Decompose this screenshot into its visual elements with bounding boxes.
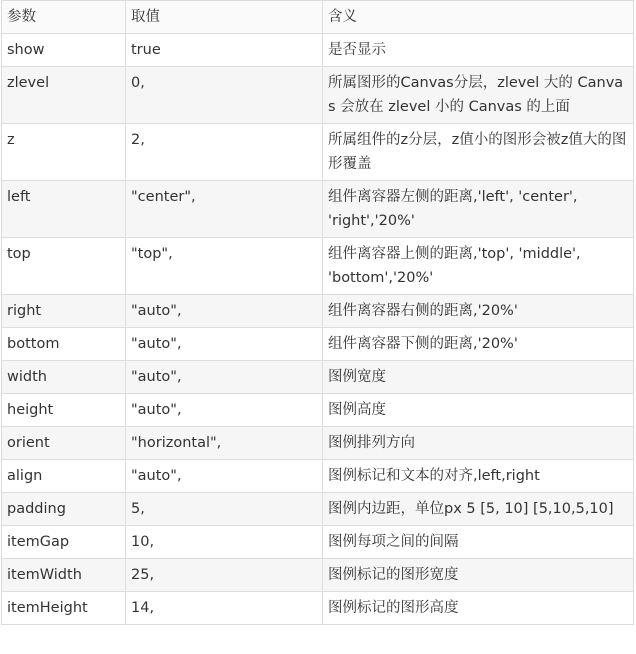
value-cell: "horizontal", — [126, 427, 323, 460]
table-header — [2, 1, 634, 34]
value-cell: 0, — [126, 67, 323, 124]
value-cell: "auto", — [126, 361, 323, 394]
param-cell: itemHeight — [2, 592, 126, 625]
value-cell: 14, — [126, 592, 323, 625]
meaning-cell: 所属组件的z分层，z值小的图形会被z值大的图形覆盖 — [323, 124, 634, 181]
param-cell: align — [2, 460, 126, 493]
table-row — [2, 67, 634, 124]
param-cell: z — [2, 124, 126, 181]
value-cell: "auto", — [126, 295, 323, 328]
table-body — [2, 34, 634, 625]
param-cell: zlevel — [2, 67, 126, 124]
meaning-cell: 所属图形的Canvas分层，zlevel 大的 Canvas 会放在 zlevel 小的 Canvas 的上面 — [323, 67, 634, 124]
header-param: 参数 — [2, 1, 126, 34]
meaning-cell: 图例排列方向 — [323, 427, 634, 460]
table-row — [2, 124, 634, 181]
meaning-cell: 图例宽度 — [323, 361, 634, 394]
value-cell: 10, — [126, 526, 323, 559]
meaning-cell: 图例每项之间的间隔 — [323, 526, 634, 559]
param-cell: padding — [2, 493, 126, 526]
param-cell: height — [2, 394, 126, 427]
meaning-cell: 图例标记的图形宽度 — [323, 559, 634, 592]
param-cell: bottom — [2, 328, 126, 361]
meaning-cell: 组件离容器下侧的距离,'20%' — [323, 328, 634, 361]
table-row — [2, 295, 634, 328]
table-row — [2, 526, 634, 559]
meaning-cell: 图例标记和文本的对齐,left,right — [323, 460, 634, 493]
table-row — [2, 592, 634, 625]
table-row — [2, 181, 634, 238]
table-row — [2, 427, 634, 460]
meaning-cell: 组件离容器右侧的距离,'20%' — [323, 295, 634, 328]
parameter-table — [1, 0, 634, 625]
value-cell: 2, — [126, 124, 323, 181]
value-cell: "auto", — [126, 328, 323, 361]
param-cell: width — [2, 361, 126, 394]
table-row — [2, 460, 634, 493]
header-value: 取值 — [126, 1, 323, 34]
param-cell: itemWidth — [2, 559, 126, 592]
param-cell: left — [2, 181, 126, 238]
meaning-cell: 图例标记的图形高度 — [323, 592, 634, 625]
param-cell: top — [2, 238, 126, 295]
header-row — [2, 1, 634, 34]
param-cell: orient — [2, 427, 126, 460]
table-row — [2, 34, 634, 67]
meaning-cell: 组件离容器上侧的距离,'top', 'middle', 'bottom','20%' — [323, 238, 634, 295]
meaning-cell: 图例高度 — [323, 394, 634, 427]
value-cell: 5, — [126, 493, 323, 526]
param-cell: right — [2, 295, 126, 328]
param-cell: show — [2, 34, 126, 67]
value-cell: "top", — [126, 238, 323, 295]
table-row — [2, 238, 634, 295]
table-row — [2, 493, 634, 526]
table-row — [2, 361, 634, 394]
meaning-cell: 组件离容器左侧的距离,'left', 'center', 'right','20%' — [323, 181, 634, 238]
value-cell: 25, — [126, 559, 323, 592]
header-meaning: 含义 — [323, 1, 634, 34]
meaning-cell: 是否显示 — [323, 34, 634, 67]
meaning-cell: 图例内边距，单位px 5 [5, 10] [5,10,5,10] — [323, 493, 634, 526]
value-cell: "auto", — [126, 394, 323, 427]
table-row — [2, 394, 634, 427]
value-cell: true — [126, 34, 323, 67]
table-row — [2, 559, 634, 592]
value-cell: "center", — [126, 181, 323, 238]
value-cell: "auto", — [126, 460, 323, 493]
param-cell: itemGap — [2, 526, 126, 559]
table-row — [2, 328, 634, 361]
